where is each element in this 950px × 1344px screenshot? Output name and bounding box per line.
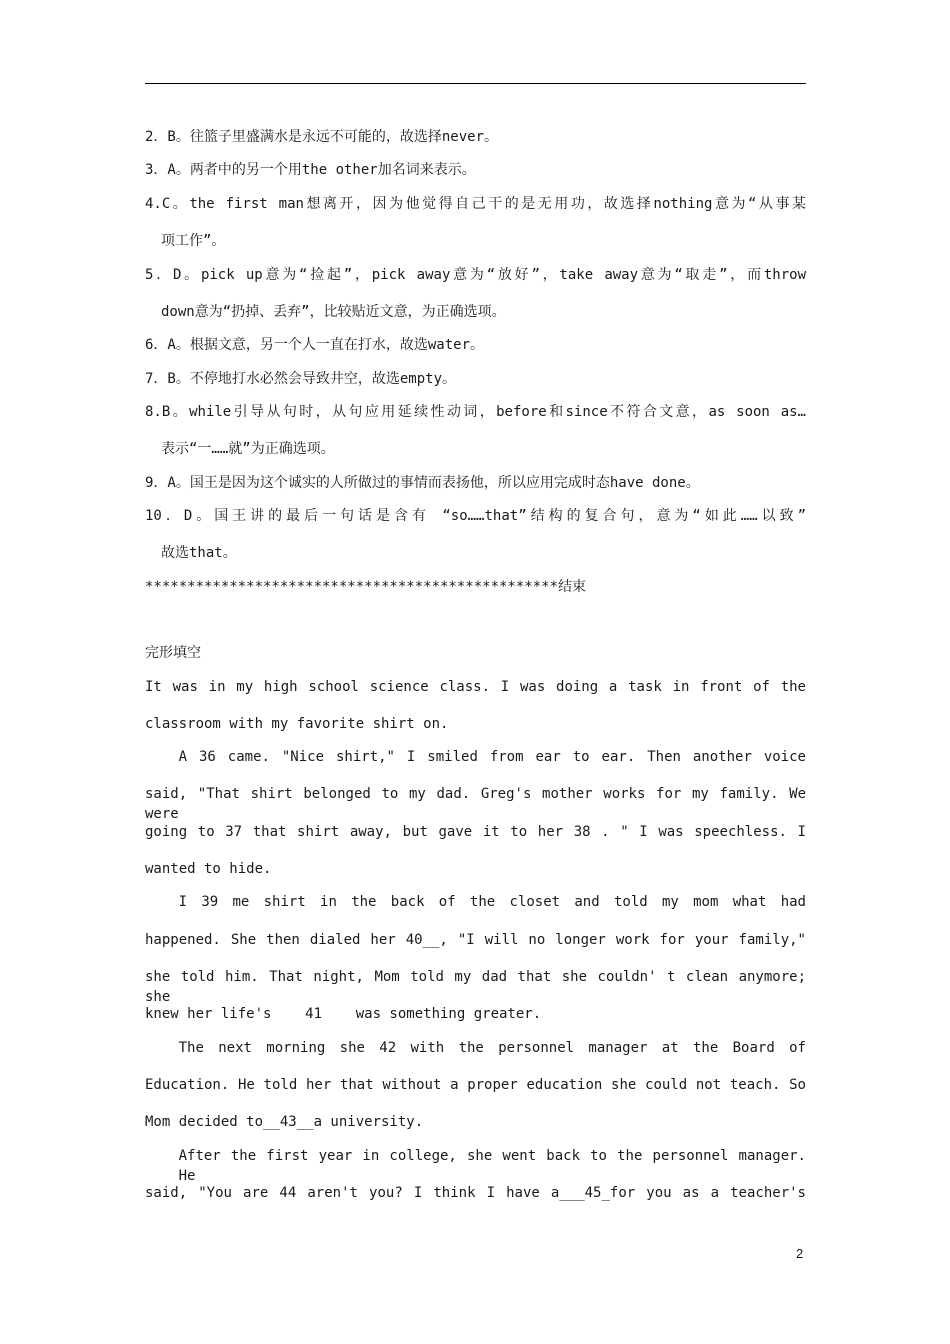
answer-7: 7．B。不停地打水必然会导致井空，故选empty。 <box>145 371 456 387</box>
passage-line: The next morning she 42 with the personnel manager at the Board of <box>178 1040 806 1056</box>
answer-10-cont: 故选that。 <box>161 545 237 561</box>
page-number: 2 <box>796 1246 804 1261</box>
passage-line: going to 37 that shirt away, but gave it to her 38 . " I was speechless. I <box>145 824 806 840</box>
answer-4-cont: 项工作”。 <box>161 233 226 249</box>
passage-line: It was in my high school science class. I was doing a task in front of the <box>145 679 806 695</box>
passage-line: said, "You are 44 aren't you? I think I have a___45_for you as a teacher's <box>145 1185 806 1201</box>
passage-line: I 39 me shirt in the back of the closet and told my mom what had <box>178 894 806 910</box>
end-marker: *************************************************结束 <box>145 579 587 595</box>
passage-line: happened. She then dialed her 40__, "I will no longer work for your family," <box>145 932 806 948</box>
answer-6: 6．A。根据文意，另一个人一直在打水，故选water。 <box>145 337 484 353</box>
answer-2: 2．B。往篮子里盛满水是永远不可能的，故选择never。 <box>145 129 498 145</box>
passage-line: said, "That shirt belonged to my dad. Greg's mother works for my family. We were <box>145 786 806 822</box>
section-title: 完形填空 <box>145 645 201 661</box>
answer-10: 10．D。国王讲的最后一句话是含有 “so……that”结构的复合句，意为“如此……以致” <box>145 508 806 524</box>
passage-line: Education. He told her that without a proper education she could not teach. So <box>145 1077 806 1093</box>
header-rule <box>145 83 806 84</box>
passage-line: After the first year in college, she went back to the personnel manager. He <box>178 1148 806 1184</box>
passage-line: Mom decided to__43__a university. <box>145 1114 424 1130</box>
answer-5: 5．D。pick up意为“捡起”，pick away意为“放好”，take away意为“取走”，而throw <box>145 267 806 283</box>
answer-8: 8.B。while引导从句时，从句应用延续性动词，before和since不符合文意，as soon as… <box>145 404 806 420</box>
passage-line: she told him. That night, Mom told my dad that she couldn' t clean anymore; she <box>145 969 806 1005</box>
passage-line: knew her life's 41 was something greater. <box>145 1006 542 1022</box>
answer-5-cont: down意为“扔掉、丢弃”，比较贴近文意，为正确选项。 <box>161 304 506 320</box>
answer-8-cont: 表示“一……就”为正确选项。 <box>161 441 335 457</box>
answer-9: 9．A。国王是因为这个诚实的人所做过的事情而表扬他，所以应用完成时态have done。 <box>145 475 700 491</box>
answer-3: 3．A。两者中的另一个用the other加名词来表示。 <box>145 162 476 178</box>
answer-4: 4.C。the first man想离开，因为他觉得自己干的是无用功，故选择nothing意为“从事某 <box>145 196 806 212</box>
passage-line: wanted to hide. <box>145 861 272 877</box>
passage-line: classroom with my favorite shirt on. <box>145 716 449 732</box>
passage-line: A 36 came. "Nice shirt," I smiled from ear to ear. Then another voice <box>178 749 806 765</box>
